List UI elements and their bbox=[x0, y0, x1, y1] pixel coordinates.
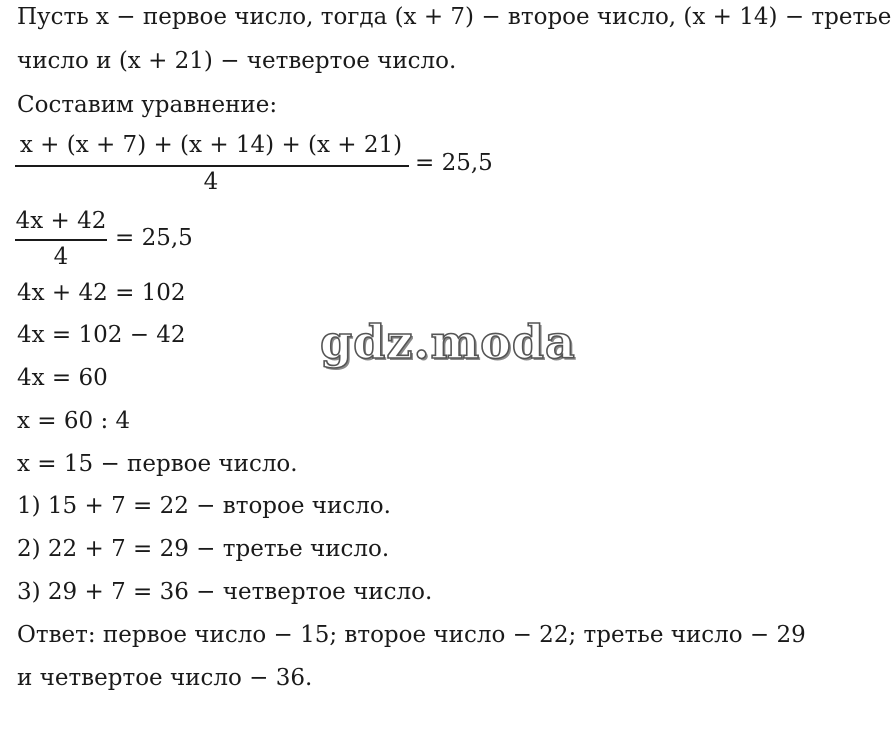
text-line-12: 2) 22 + 7 = 29 − третье число. bbox=[17, 536, 390, 562]
text-line-1: Пусть x − первое число, тогда (x + 7) − второе число, (x + 14) − третье bbox=[17, 4, 892, 30]
text-line-8: 4x = 60 bbox=[17, 365, 108, 391]
fraction-2-bar bbox=[15, 239, 107, 241]
text-line-13: 3) 29 + 7 = 36 − четвертое число. bbox=[17, 579, 433, 605]
text-line-14: Ответ: первое число − 15; второе число − 22; третье число − 29 bbox=[17, 622, 806, 648]
text-line-11: 1) 15 + 7 = 22 − второе число. bbox=[17, 493, 391, 519]
text-line-3: Составим уравнение: bbox=[17, 92, 278, 118]
text-line-6: 4x + 42 = 102 bbox=[17, 280, 186, 306]
equation-fraction-2 bbox=[15, 206, 215, 272]
fraction-2-denominator: 4 bbox=[53, 244, 69, 270]
fraction-1-rhs: = 25,5 bbox=[415, 150, 493, 176]
watermark-logo: gdz.moda bbox=[320, 315, 576, 369]
text-line-9: x = 60 : 4 bbox=[17, 408, 131, 434]
text-line-2: число и (x + 21) − четвертое число. bbox=[17, 48, 457, 74]
fraction-1-denominator: 4 bbox=[203, 169, 219, 195]
text-line-7: 4x = 102 − 42 bbox=[17, 322, 186, 348]
text-line-15: и четвертое число − 36. bbox=[17, 665, 313, 691]
fraction-1-numerator: x + (x + 7) + (x + 14) + (x + 21) bbox=[19, 132, 403, 158]
fraction-2-rhs: = 25,5 bbox=[115, 225, 193, 251]
equation-fraction-1 bbox=[15, 130, 505, 196]
fraction-2-numerator: 4x + 42 bbox=[15, 208, 107, 234]
text-line-10: x = 15 − первое число. bbox=[17, 451, 298, 477]
